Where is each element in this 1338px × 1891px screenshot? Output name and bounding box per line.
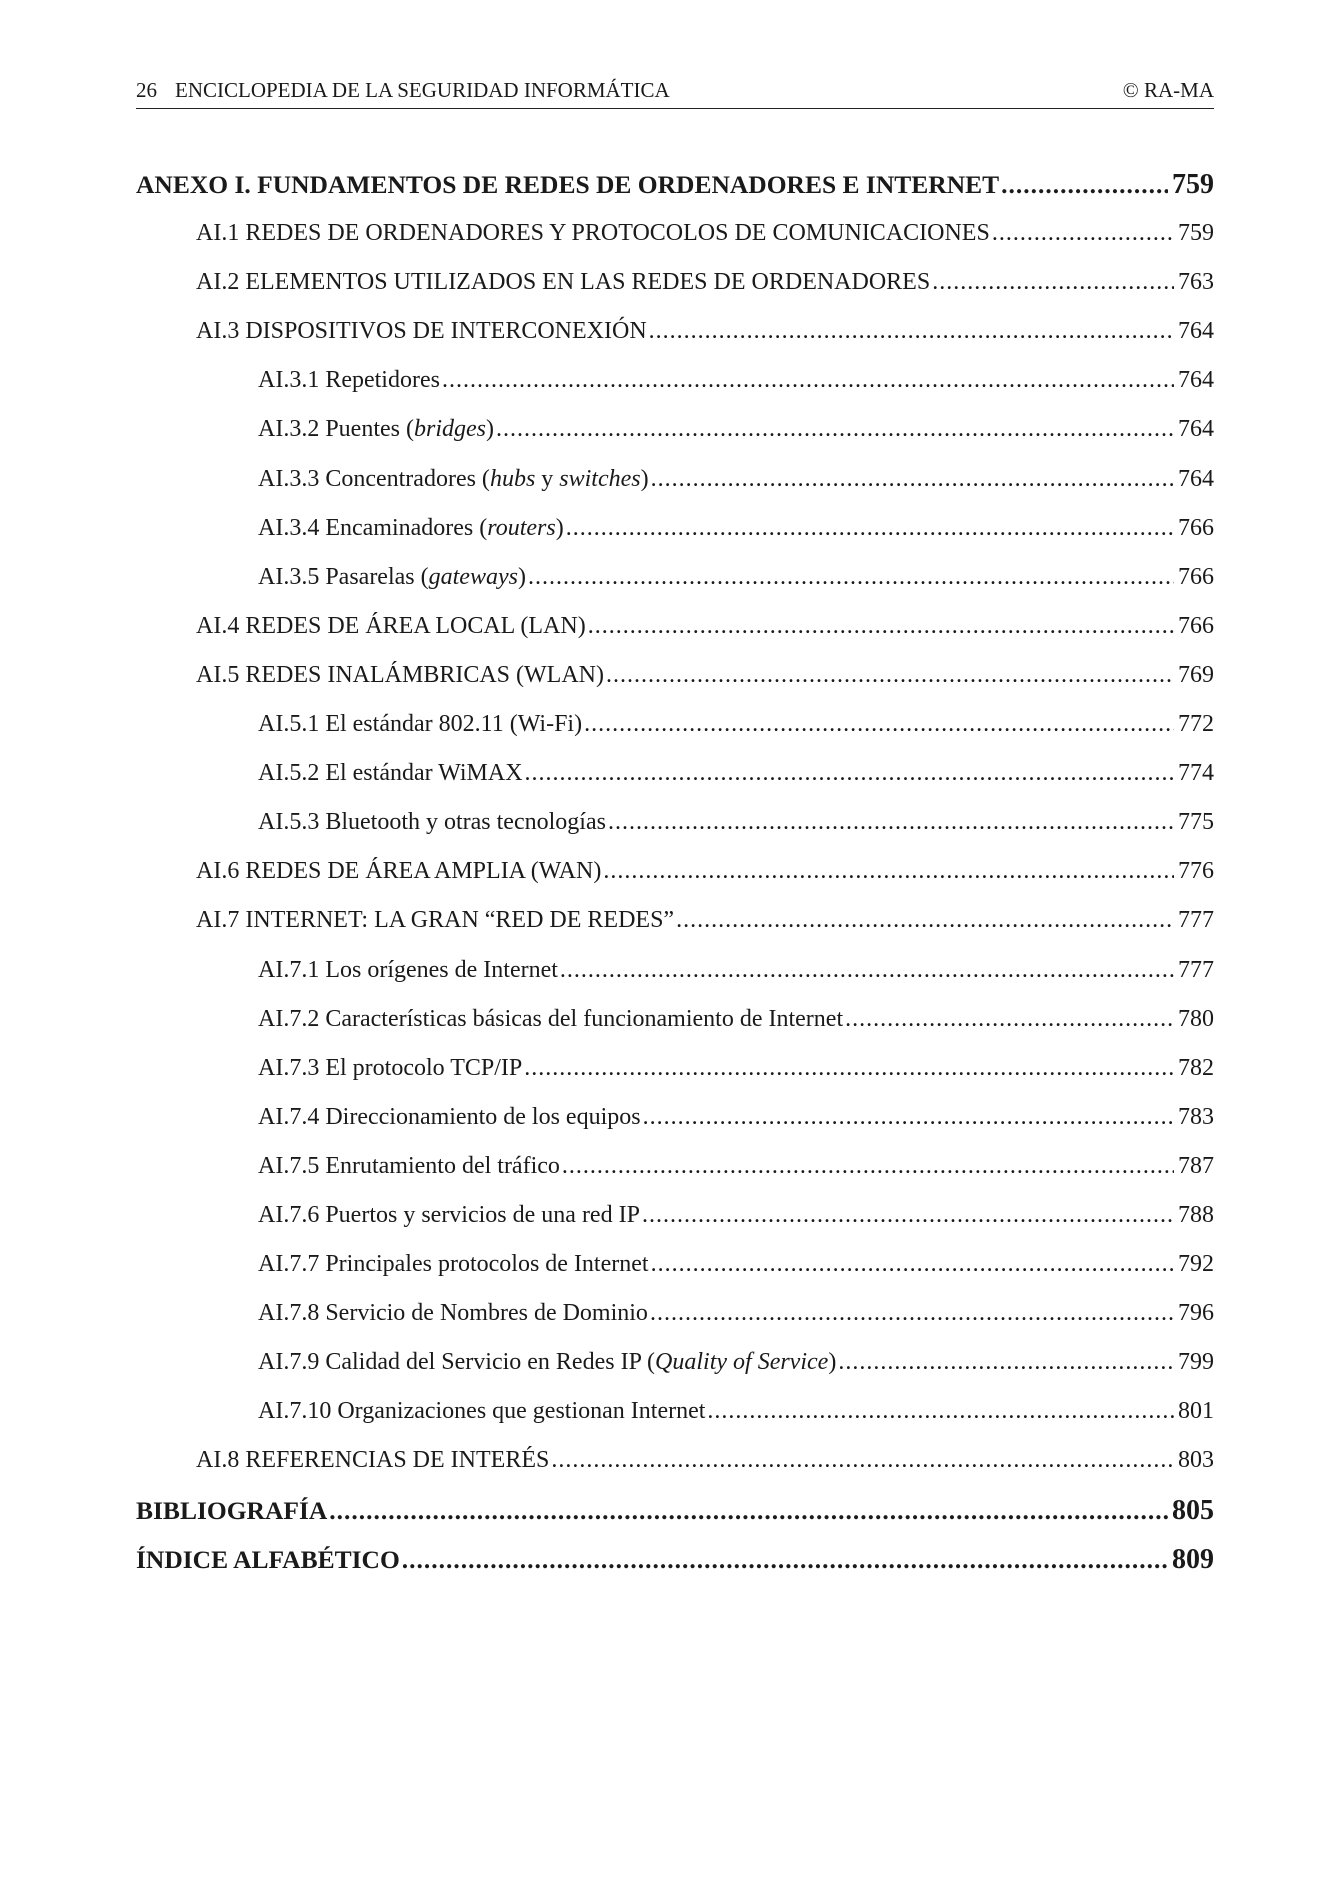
toc-page-number: 759 (1172, 169, 1214, 200)
toc-entry (136, 946, 1214, 995)
toc-leader-dots (642, 1191, 1174, 1240)
toc-leader-dots (606, 651, 1174, 700)
toc-title-italic-part: hubs (489, 465, 536, 492)
toc-leader-dots (525, 749, 1174, 798)
toc-leader-dots (496, 405, 1174, 454)
toc-title-italic-part: gateways (428, 563, 518, 590)
toc-leader-dots (528, 553, 1174, 602)
toc-entry (136, 307, 1214, 356)
toc-title-part: AI.7.6 Puertos y servicios de una red IP (258, 1201, 640, 1228)
toc-leader-dots (562, 1142, 1174, 1191)
toc-entry-title (196, 209, 990, 258)
toc-page-number: 783 (1178, 1103, 1214, 1130)
toc-entry (136, 504, 1214, 553)
toc-title-part: AI.3.1 Repetidores (258, 367, 440, 394)
toc-entry-title (258, 700, 582, 749)
toc-page-number: 788 (1178, 1201, 1214, 1228)
toc-entry (136, 1535, 1214, 1584)
toc-entry (136, 602, 1214, 651)
toc-entry-title (258, 995, 843, 1044)
toc-entry (136, 356, 1214, 405)
toc-title-italic-part: Quality of Service (655, 1349, 829, 1376)
toc-title-part: ) (517, 563, 526, 590)
toc-title-part: AI.7.7 Principales protocolos de Internet (258, 1251, 649, 1278)
header-page-number: 26 (136, 78, 157, 102)
toc-page-number: 766 (1178, 612, 1214, 639)
toc-title-italic-part: switches (559, 465, 641, 492)
toc-entry-title (258, 455, 649, 504)
toc-title-italic-part: routers (487, 514, 556, 541)
toc-entry (136, 160, 1214, 209)
toc-entry-title (258, 1093, 641, 1142)
toc-title-part: AI.3.5 Pasarelas ( (258, 563, 429, 590)
table-of-contents (136, 160, 1214, 1584)
toc-page-number: 780 (1178, 1005, 1214, 1032)
toc-entry-title (258, 553, 526, 602)
toc-title-part: AI.5.1 El estándar 802.11 (Wi-Fi) (258, 711, 583, 738)
toc-entry-title (196, 602, 586, 651)
toc-page-number: 799 (1178, 1349, 1214, 1376)
toc-title-part: ) (555, 514, 564, 541)
toc-leader-dots (1001, 160, 1168, 209)
toc-entry-title (196, 1436, 549, 1485)
toc-title-part: ) (828, 1349, 837, 1376)
toc-title-part: ) (485, 416, 494, 443)
toc-entry (136, 1093, 1214, 1142)
toc-title-part: AI.7.8 Servicio de Nombres de Dominio (258, 1300, 648, 1327)
toc-entry (136, 405, 1214, 454)
toc-leader-dots (608, 798, 1174, 847)
toc-title-part: AI.7.4 Direccionamiento de los equipos (258, 1103, 641, 1130)
toc-title-part: y (535, 465, 560, 492)
toc-title-part: AI.3.3 Concentradores ( (258, 465, 490, 492)
toc-page-number: 801 (1178, 1398, 1214, 1425)
toc-entry (136, 847, 1214, 896)
toc-entry-title (258, 749, 523, 798)
toc-entry-title (258, 405, 494, 454)
toc-entry-title (258, 1142, 560, 1191)
toc-page-number: 805 (1172, 1494, 1214, 1526)
toc-entry (136, 1191, 1214, 1240)
toc-title-part: BIBLIOGRAFÍA (136, 1495, 328, 1525)
toc-title-part: AI.3 DISPOSITIVOS DE INTERCONEXIÓN (196, 318, 647, 345)
toc-entry-title (258, 356, 440, 405)
toc-entry (136, 1436, 1214, 1485)
toc-leader-dots (442, 356, 1174, 405)
running-header (136, 78, 1214, 109)
toc-entry (136, 1338, 1214, 1387)
toc-title-part: AI.5 REDES INALÁMBRICAS (WLAN) (196, 661, 604, 688)
toc-entry (136, 1044, 1214, 1093)
toc-leader-dots (524, 1044, 1174, 1093)
toc-title-part: AI.3.2 Puentes ( (258, 416, 414, 443)
toc-title-part: AI.5.3 Bluetooth y otras tecnologías (258, 809, 606, 836)
toc-entry-title (136, 1535, 400, 1584)
toc-title-part: AI.6 REDES DE ÁREA AMPLIA (WAN) (196, 858, 602, 885)
toc-entry (136, 455, 1214, 504)
toc-entry-title (258, 1240, 649, 1289)
toc-leader-dots (649, 307, 1174, 356)
toc-entry-title (196, 307, 647, 356)
toc-page-number: 763 (1178, 269, 1214, 296)
toc-leader-dots (560, 946, 1174, 995)
toc-entry (136, 798, 1214, 847)
toc-page-number: 782 (1178, 1054, 1214, 1081)
toc-page-number: 796 (1178, 1300, 1214, 1327)
toc-title-italic-part: bridges (413, 416, 486, 443)
toc-entry-title (258, 798, 606, 847)
toc-page-number: 776 (1178, 858, 1214, 885)
toc-page-number: 787 (1178, 1152, 1214, 1179)
toc-title-part: AI.5.2 El estándar WiMAX (258, 760, 523, 787)
toc-entry-title (136, 1486, 327, 1535)
toc-entry-title (258, 504, 564, 553)
header-book-title: ENCICLOPEDIA DE LA SEGURIDAD INFORMÁTICA (175, 78, 670, 102)
toc-title-part: ANEXO I. FUNDAMENTOS DE REDES DE ORDENADORES E INTERNET (136, 170, 1000, 199)
toc-entry (136, 995, 1214, 1044)
header-left (136, 78, 670, 103)
toc-page-number: 759 (1178, 220, 1214, 247)
toc-title-part: ÍNDICE ALFABÉTICO (136, 1544, 400, 1574)
toc-page-number: 809 (1172, 1543, 1214, 1575)
toc-title-part: AI.4 REDES DE ÁREA LOCAL (LAN) (196, 612, 586, 639)
toc-entry-title (258, 1044, 522, 1093)
toc-title-part: AI.7 INTERNET: LA GRAN “RED DE REDES” (196, 907, 675, 934)
toc-entry-title (258, 1387, 705, 1436)
toc-entry (136, 209, 1214, 258)
toc-entry-title (258, 1191, 640, 1240)
toc-title-part: AI.2 ELEMENTOS UTILIZADOS EN LAS REDES DE ORDENADORES (196, 269, 931, 296)
toc-leader-dots (707, 1387, 1174, 1436)
toc-page-number: 772 (1178, 711, 1214, 738)
toc-leader-dots (651, 1240, 1174, 1289)
toc-leader-dots (838, 1338, 1174, 1387)
toc-title-part: AI.7.3 El protocolo TCP/IP (258, 1054, 523, 1081)
toc-entry-title (196, 258, 930, 307)
toc-leader-dots (584, 700, 1174, 749)
toc-title-part: AI.7.9 Calidad del Servicio en Redes IP ( (258, 1349, 656, 1376)
toc-leader-dots (650, 1289, 1174, 1338)
toc-page-number: 764 (1178, 465, 1214, 492)
toc-entry-title (258, 1338, 836, 1387)
toc-entry-title (258, 946, 558, 995)
toc-page-number: 777 (1178, 907, 1214, 934)
toc-title-part: AI.3.4 Encaminadores ( (258, 514, 488, 541)
toc-page-number: 777 (1178, 956, 1214, 983)
toc-page-number: 766 (1178, 514, 1214, 541)
toc-title-part: AI.7.10 Organizaciones que gestionan Internet (258, 1398, 706, 1425)
toc-leader-dots (932, 258, 1174, 307)
toc-page-number: 803 (1178, 1447, 1214, 1474)
toc-leader-dots (676, 896, 1174, 945)
toc-entry (136, 1289, 1214, 1338)
toc-entry-title (258, 1289, 648, 1338)
toc-title-part: AI.7.1 Los orígenes de Internet (258, 956, 558, 983)
toc-title-part: AI.7.5 Enrutamiento del tráfico (258, 1152, 560, 1179)
toc-entry (136, 258, 1214, 307)
toc-leader-dots (603, 847, 1174, 896)
toc-entry (136, 1240, 1214, 1289)
toc-page-number: 774 (1178, 760, 1214, 787)
toc-page-number: 792 (1178, 1251, 1214, 1278)
toc-title-part: AI.1 REDES DE ORDENADORES Y PROTOCOLOS DE COMUNICACIONES (196, 220, 990, 247)
toc-entry (136, 1387, 1214, 1436)
toc-entry (136, 1142, 1214, 1191)
toc-title-part: AI.7.2 Características básicas del funcionamiento de Internet (258, 1005, 844, 1032)
toc-entry-title (196, 896, 674, 945)
toc-entry (136, 896, 1214, 945)
toc-leader-dots (651, 455, 1174, 504)
toc-leader-dots (643, 1093, 1174, 1142)
toc-title-part: AI.8 REFERENCIAS DE INTERÉS (196, 1447, 550, 1474)
toc-page-number: 764 (1178, 416, 1214, 443)
toc-leader-dots (402, 1535, 1168, 1584)
toc-leader-dots (551, 1436, 1174, 1485)
toc-entry (136, 700, 1214, 749)
toc-entry (136, 553, 1214, 602)
toc-entry (136, 1486, 1214, 1535)
toc-title-part: ) (640, 465, 649, 492)
toc-entry-title (136, 160, 999, 209)
toc-page-number: 775 (1178, 809, 1214, 836)
toc-leader-dots (566, 504, 1174, 553)
header-publisher: © RA-MA (1122, 78, 1214, 102)
toc-leader-dots (588, 602, 1174, 651)
toc-entry (136, 749, 1214, 798)
toc-leader-dots (845, 995, 1174, 1044)
toc-entry-title (196, 651, 604, 700)
toc-leader-dots (992, 209, 1174, 258)
toc-page-number: 764 (1178, 318, 1214, 345)
toc-page-number: 769 (1178, 661, 1214, 688)
toc-entry-title (196, 847, 601, 896)
toc-leader-dots (329, 1486, 1168, 1535)
toc-entry (136, 651, 1214, 700)
toc-page-number: 764 (1178, 367, 1214, 394)
toc-page-number: 766 (1178, 563, 1214, 590)
